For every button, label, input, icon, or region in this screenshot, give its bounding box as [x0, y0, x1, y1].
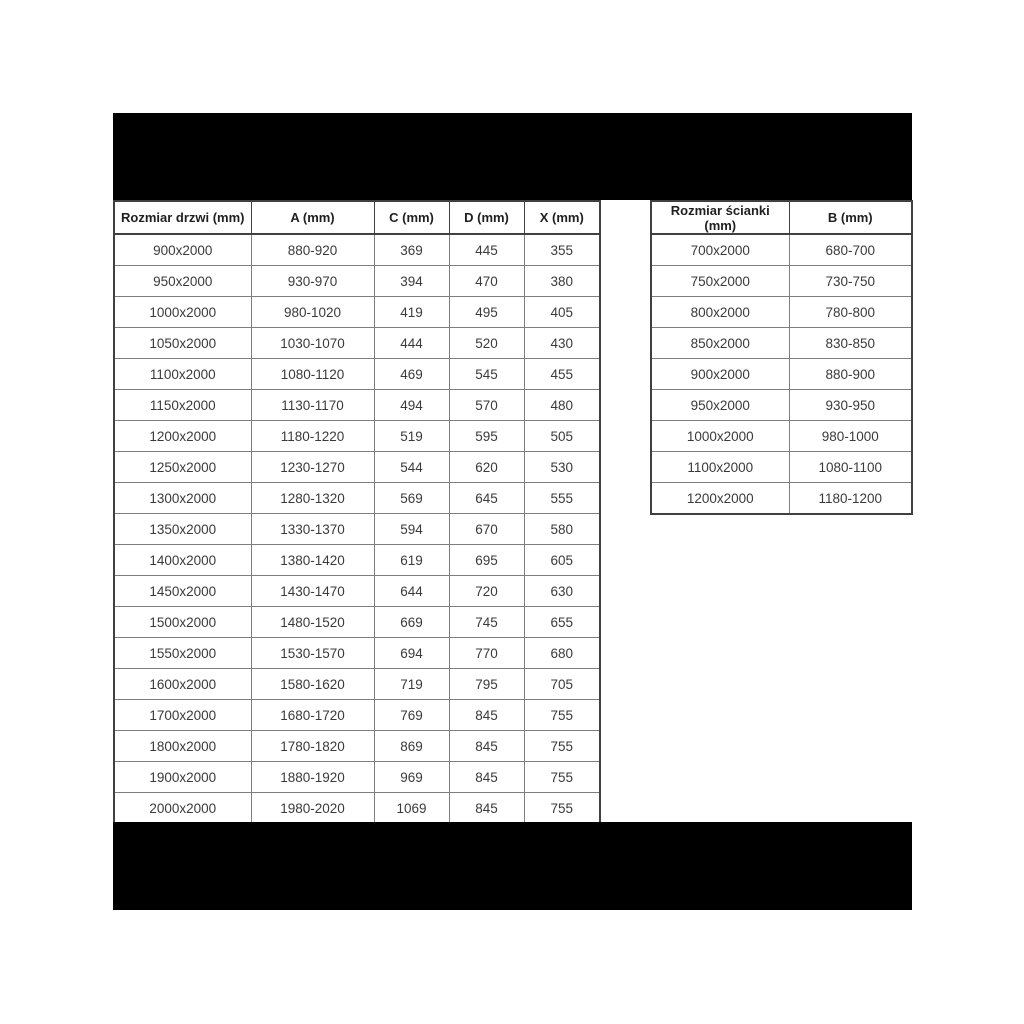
table-cell: 1350x2000 — [114, 514, 251, 545]
table-cell: 569 — [374, 483, 449, 514]
table-cell: 1480-1520 — [251, 607, 374, 638]
table-cell: 830-850 — [789, 328, 912, 359]
table-cell: 1380-1420 — [251, 545, 374, 576]
column-header: B (mm) — [789, 201, 912, 234]
table-cell: 605 — [524, 545, 600, 576]
table-row — [114, 421, 600, 452]
table-cell: 570 — [449, 390, 524, 421]
column-header: Rozmiar drzwi (mm) — [114, 201, 251, 234]
table-cell: 1800x2000 — [114, 731, 251, 762]
table-cell: 930-970 — [251, 266, 374, 297]
table-cell: 1980-2020 — [251, 793, 374, 825]
table-cell: 619 — [374, 545, 449, 576]
table-cell: 950x2000 — [651, 390, 789, 421]
table-row — [114, 359, 600, 390]
table-cell: 694 — [374, 638, 449, 669]
table-cell: 850x2000 — [651, 328, 789, 359]
table-row — [651, 328, 912, 359]
table-row — [114, 638, 600, 669]
column-header: D (mm) — [449, 201, 524, 234]
table-cell: 394 — [374, 266, 449, 297]
table-cell: 1700x2000 — [114, 700, 251, 731]
doors-dimensions-table — [113, 200, 601, 825]
table-row — [651, 359, 912, 390]
table-cell: 445 — [449, 234, 524, 266]
table-row — [114, 452, 600, 483]
table-row — [651, 297, 912, 328]
table-cell: 1180-1200 — [789, 483, 912, 515]
header-row — [114, 201, 600, 234]
table-cell: 669 — [374, 607, 449, 638]
table-row — [114, 266, 600, 297]
table-cell: 470 — [449, 266, 524, 297]
table-cell: 1100x2000 — [651, 452, 789, 483]
table-cell: 555 — [524, 483, 600, 514]
table-cell: 670 — [449, 514, 524, 545]
table-cell: 1000x2000 — [114, 297, 251, 328]
table-row — [651, 266, 912, 297]
walls-table-header — [651, 201, 912, 234]
table-cell: 700x2000 — [651, 234, 789, 266]
table-cell: 530 — [524, 452, 600, 483]
table-cell: 1200x2000 — [114, 421, 251, 452]
table-cell: 430 — [524, 328, 600, 359]
table-row — [114, 328, 600, 359]
table-cell: 355 — [524, 234, 600, 266]
table-cell: 505 — [524, 421, 600, 452]
table-cell: 845 — [449, 731, 524, 762]
table-cell: 950x2000 — [114, 266, 251, 297]
table-cell: 1130-1170 — [251, 390, 374, 421]
table-cell: 695 — [449, 545, 524, 576]
table-row — [651, 421, 912, 452]
table-cell: 1900x2000 — [114, 762, 251, 793]
table-cell: 1680-1720 — [251, 700, 374, 731]
table-cell: 845 — [449, 700, 524, 731]
table-row — [651, 234, 912, 266]
table-row — [651, 483, 912, 515]
table-cell: 755 — [524, 762, 600, 793]
table-cell: 880-900 — [789, 359, 912, 390]
table-cell: 705 — [524, 669, 600, 700]
table-cell: 455 — [524, 359, 600, 390]
table-cell: 1330-1370 — [251, 514, 374, 545]
table-cell: 1050x2000 — [114, 328, 251, 359]
doors-table-header — [114, 201, 600, 234]
table-cell: 655 — [524, 607, 600, 638]
table-cell: 750x2000 — [651, 266, 789, 297]
column-header: A (mm) — [251, 201, 374, 234]
table-cell: 1080-1120 — [251, 359, 374, 390]
table-cell: 544 — [374, 452, 449, 483]
doors-table-body — [114, 234, 600, 824]
table-cell: 419 — [374, 297, 449, 328]
table-row — [114, 731, 600, 762]
table-cell: 1200x2000 — [651, 483, 789, 515]
bottom-redacted-block — [113, 822, 912, 910]
table-cell: 680 — [524, 638, 600, 669]
table-cell: 745 — [449, 607, 524, 638]
table-cell: 1550x2000 — [114, 638, 251, 669]
table-row — [114, 793, 600, 825]
table-cell: 1430-1470 — [251, 576, 374, 607]
table-cell: 644 — [374, 576, 449, 607]
table-cell: 755 — [524, 731, 600, 762]
table-cell: 494 — [374, 390, 449, 421]
table-cell: 380 — [524, 266, 600, 297]
table-cell: 1100x2000 — [114, 359, 251, 390]
column-header: X (mm) — [524, 201, 600, 234]
table-cell: 845 — [449, 793, 524, 825]
table-cell: 580 — [524, 514, 600, 545]
table-cell: 1400x2000 — [114, 545, 251, 576]
table-cell: 1500x2000 — [114, 607, 251, 638]
table-row — [114, 762, 600, 793]
table-cell: 1600x2000 — [114, 669, 251, 700]
table-cell: 795 — [449, 669, 524, 700]
table-cell: 545 — [449, 359, 524, 390]
walls-table-body — [651, 234, 912, 514]
table-row — [651, 390, 912, 421]
table-cell: 720 — [449, 576, 524, 607]
table-row — [114, 545, 600, 576]
table-row — [114, 390, 600, 421]
table-cell: 845 — [449, 762, 524, 793]
table-cell: 1880-1920 — [251, 762, 374, 793]
table-cell: 1030-1070 — [251, 328, 374, 359]
table-cell: 719 — [374, 669, 449, 700]
table-row — [651, 452, 912, 483]
table-cell: 1250x2000 — [114, 452, 251, 483]
table-cell: 620 — [449, 452, 524, 483]
table-cell: 1150x2000 — [114, 390, 251, 421]
header-row — [651, 201, 912, 234]
table-row — [114, 669, 600, 700]
table-cell: 780-800 — [789, 297, 912, 328]
table-cell: 969 — [374, 762, 449, 793]
table-cell: 1180-1220 — [251, 421, 374, 452]
table-cell: 369 — [374, 234, 449, 266]
top-redacted-block — [113, 113, 912, 200]
table-cell: 405 — [524, 297, 600, 328]
table-cell: 900x2000 — [651, 359, 789, 390]
table-cell: 980-1000 — [789, 421, 912, 452]
table-cell: 680-700 — [789, 234, 912, 266]
table-cell: 595 — [449, 421, 524, 452]
table-row — [114, 607, 600, 638]
table-cell: 800x2000 — [651, 297, 789, 328]
table-cell: 930-950 — [789, 390, 912, 421]
table-cell: 880-920 — [251, 234, 374, 266]
table-cell: 769 — [374, 700, 449, 731]
table-cell: 1080-1100 — [789, 452, 912, 483]
walls-dimensions-table — [650, 200, 913, 515]
table-cell: 495 — [449, 297, 524, 328]
table-cell: 1000x2000 — [651, 421, 789, 452]
table-cell: 645 — [449, 483, 524, 514]
table-cell: 755 — [524, 700, 600, 731]
table-cell: 1530-1570 — [251, 638, 374, 669]
table-cell: 480 — [524, 390, 600, 421]
column-header: C (mm) — [374, 201, 449, 234]
table-cell: 1069 — [374, 793, 449, 825]
table-cell: 1780-1820 — [251, 731, 374, 762]
column-header: Rozmiar ścianki (mm) — [651, 201, 789, 234]
table-cell: 2000x2000 — [114, 793, 251, 825]
table-cell: 1580-1620 — [251, 669, 374, 700]
table-cell: 730-750 — [789, 266, 912, 297]
table-cell: 1450x2000 — [114, 576, 251, 607]
table-cell: 869 — [374, 731, 449, 762]
table-row — [114, 297, 600, 328]
table-cell: 594 — [374, 514, 449, 545]
table-cell: 520 — [449, 328, 524, 359]
table-cell: 1230-1270 — [251, 452, 374, 483]
table-cell: 469 — [374, 359, 449, 390]
table-cell: 444 — [374, 328, 449, 359]
table-row — [114, 483, 600, 514]
table-cell: 755 — [524, 793, 600, 825]
table-cell: 900x2000 — [114, 234, 251, 266]
table-row — [114, 700, 600, 731]
table-cell: 1300x2000 — [114, 483, 251, 514]
table-row — [114, 576, 600, 607]
table-cell: 519 — [374, 421, 449, 452]
table-cell: 1280-1320 — [251, 483, 374, 514]
table-cell: 770 — [449, 638, 524, 669]
table-cell: 980-1020 — [251, 297, 374, 328]
table-row — [114, 514, 600, 545]
table-row — [114, 234, 600, 266]
table-cell: 630 — [524, 576, 600, 607]
